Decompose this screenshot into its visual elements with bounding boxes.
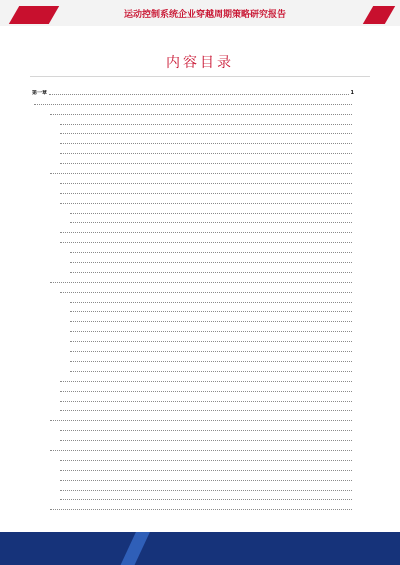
toc-entry[interactable] — [32, 126, 354, 136]
toc-entry[interactable] — [32, 145, 354, 155]
toc-dot-leader — [70, 360, 352, 362]
toc-dot-leader — [60, 469, 352, 471]
toc-dot-leader — [60, 202, 352, 204]
toc-dot-leader — [70, 251, 352, 253]
toc-entry[interactable] — [32, 294, 354, 304]
toc-dot-leader — [60, 459, 352, 461]
toc-dot-leader — [34, 103, 352, 105]
toc-dot-leader — [70, 271, 352, 273]
toc-entry[interactable] — [32, 462, 354, 472]
header-accent-left — [9, 6, 59, 24]
header-accent-right — [363, 6, 395, 24]
toc-dot-leader — [70, 330, 352, 332]
toc-entry[interactable] — [32, 304, 354, 314]
toc-dot-leader — [60, 479, 352, 481]
toc-entry[interactable] — [32, 106, 354, 116]
toc-dot-leader — [60, 241, 352, 243]
toc-dot-leader — [60, 142, 352, 144]
toc-dot-leader — [70, 320, 352, 322]
toc-entry[interactable] — [32, 116, 354, 126]
toc-entry[interactable] — [32, 205, 354, 215]
toc-entry[interactable] — [32, 343, 354, 353]
toc-dot-leader — [60, 380, 352, 382]
table-of-contents — [32, 86, 354, 511]
toc-dot-leader — [60, 409, 352, 411]
toc-dot-leader — [60, 400, 352, 402]
toc-dot-leader — [70, 221, 352, 223]
toc-dot-leader — [70, 350, 352, 352]
toc-heading: 内容目录 — [166, 55, 234, 71]
header-banner — [0, 0, 400, 26]
toc-entry[interactable] — [32, 373, 354, 383]
toc-entry[interactable] — [32, 313, 354, 323]
toc-entry[interactable] — [32, 135, 354, 145]
toc-entry[interactable] — [32, 215, 354, 225]
toc-entry[interactable] — [32, 175, 354, 185]
toc-entry[interactable] — [32, 501, 354, 511]
toc-entry[interactable] — [32, 353, 354, 363]
toc-dot-leader — [50, 281, 352, 283]
toc-dot-leader — [60, 390, 352, 392]
toc-dot-leader — [60, 132, 352, 134]
footer-banner — [0, 532, 400, 565]
toc-entry-page: 1 — [350, 89, 354, 96]
toc-dot-leader — [60, 192, 352, 194]
toc-entry[interactable] — [32, 155, 354, 165]
toc-entry[interactable] — [32, 383, 354, 393]
toc-entry[interactable] — [32, 224, 354, 234]
toc-dot-leader — [70, 310, 352, 312]
toc-entry[interactable] — [32, 234, 354, 244]
toc-entry[interactable] — [32, 254, 354, 264]
toc-entry[interactable] — [32, 442, 354, 452]
toc-entry[interactable] — [32, 412, 354, 422]
report-title: 运动控制系统企业穿越周期策略研究报告 — [123, 10, 286, 20]
toc-entry[interactable] — [32, 244, 354, 254]
toc-divider — [30, 76, 370, 77]
toc-entry-label: 第一章 — [32, 89, 48, 96]
toc-entry[interactable] — [32, 472, 354, 482]
toc-entry[interactable] — [32, 195, 354, 205]
toc-entry[interactable] — [32, 274, 354, 284]
toc-entry[interactable] — [32, 432, 354, 442]
toc-dot-leader — [60, 291, 352, 293]
toc-dot-leader — [49, 93, 349, 95]
toc-entry[interactable] — [32, 393, 354, 403]
toc-dot-leader — [70, 261, 352, 263]
toc-entry[interactable] — [32, 492, 354, 502]
toc-dot-leader — [60, 231, 352, 233]
toc-dot-leader — [60, 429, 352, 431]
toc-dot-leader — [60, 123, 352, 125]
toc-dot-leader — [70, 340, 352, 342]
toc-dot-leader — [50, 113, 352, 115]
toc-entry[interactable] — [32, 452, 354, 462]
toc-dot-leader — [60, 162, 352, 164]
toc-dot-leader — [60, 498, 352, 500]
footer-tagline — [150, 532, 390, 565]
toc-entry[interactable] — [32, 284, 354, 294]
footer-slogan — [0, 532, 130, 565]
toc-entry[interactable] — [32, 165, 354, 175]
toc-dot-leader — [60, 152, 352, 154]
toc-dot-leader — [70, 301, 352, 303]
toc-entry[interactable] — [32, 333, 354, 343]
toc-entry[interactable] — [32, 86, 354, 96]
toc-entry[interactable] — [32, 96, 354, 106]
toc-entry[interactable] — [32, 482, 354, 492]
toc-entry[interactable] — [32, 363, 354, 373]
toc-entry[interactable] — [32, 403, 354, 413]
toc-dot-leader — [60, 489, 352, 491]
toc-dot-leader — [60, 439, 352, 441]
toc-dot-leader — [50, 172, 352, 174]
toc-dot-leader — [50, 419, 352, 421]
toc-entry[interactable] — [32, 185, 354, 195]
toc-entry[interactable] — [32, 264, 354, 274]
toc-dot-leader — [50, 449, 352, 451]
toc-dot-leader — [70, 212, 352, 214]
toc-dot-leader — [60, 182, 352, 184]
toc-dot-leader — [50, 508, 352, 510]
toc-dot-leader — [70, 370, 352, 372]
toc-entry[interactable] — [32, 422, 354, 432]
toc-entry[interactable] — [32, 323, 354, 333]
